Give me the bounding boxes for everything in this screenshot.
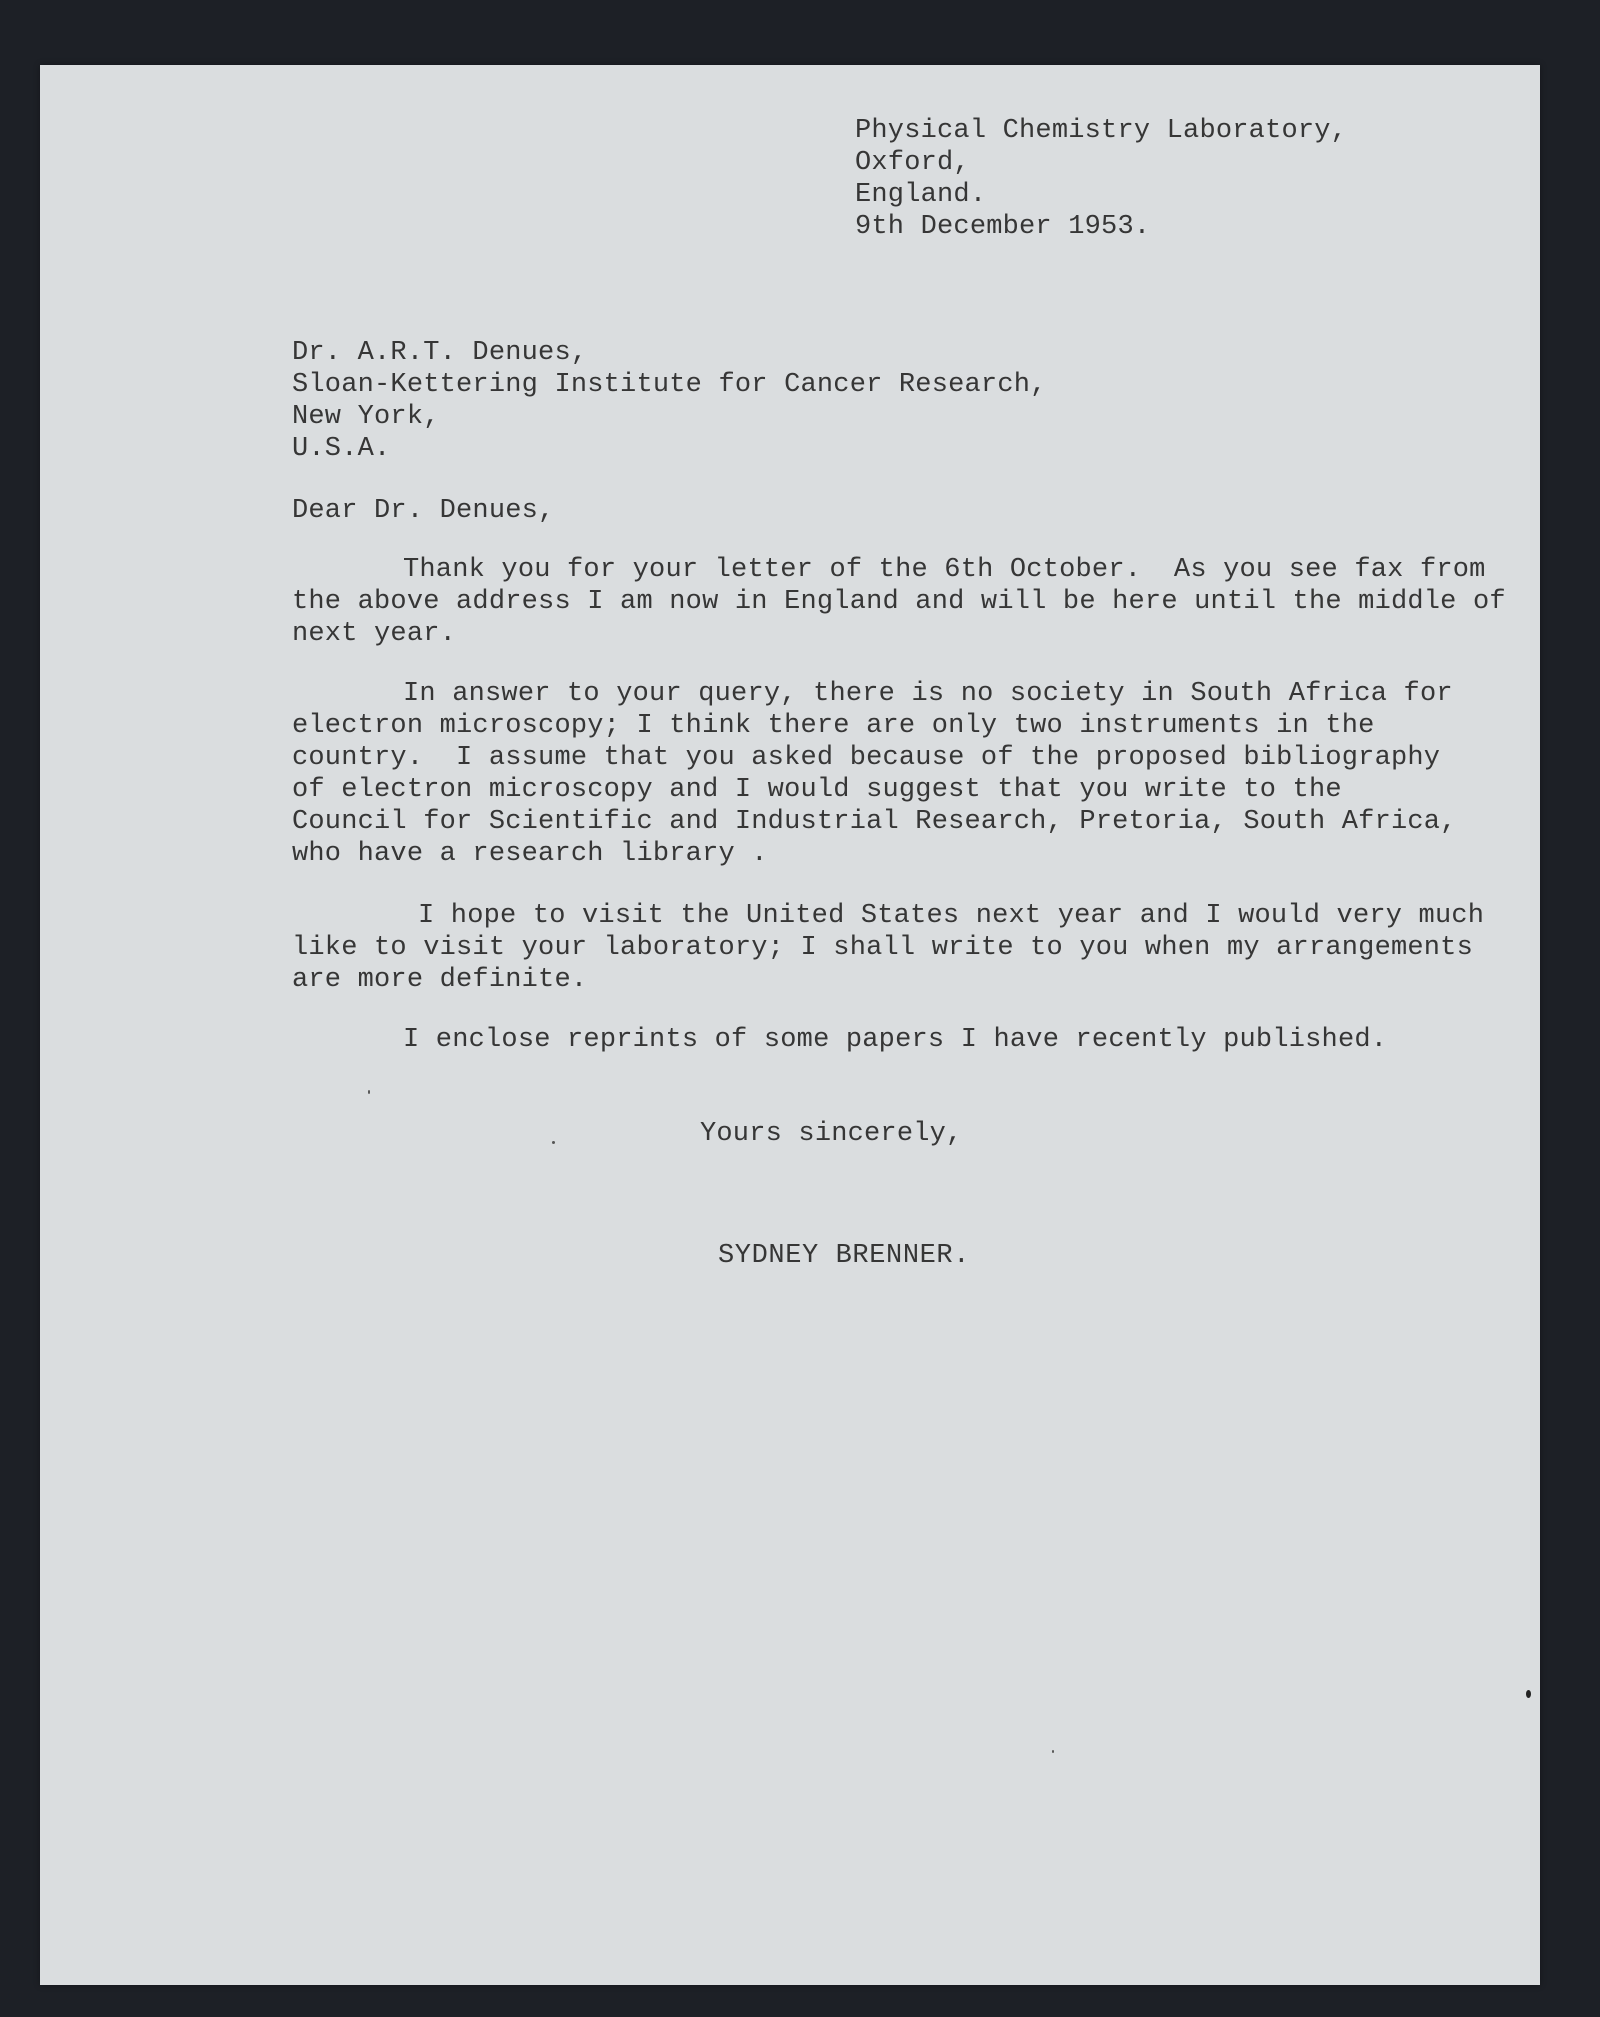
salutation: Dear Dr. Denues, xyxy=(292,496,555,526)
letter-date: 9th December 1953. xyxy=(855,212,1151,242)
sender-address-line: Physical Chemistry Laboratory, xyxy=(855,116,1348,146)
recipient-address-line: New York, xyxy=(292,402,440,432)
closing: Yours sincerely, xyxy=(700,1119,963,1149)
paper-speck xyxy=(1526,1690,1531,1698)
body-line: who have a research library . xyxy=(292,839,768,869)
body-line: electron microscopy; I think there are only two instruments in the xyxy=(292,711,1375,741)
recipient-address-line: Sloan-Kettering Institute for Cancer Research, xyxy=(292,370,1047,400)
body-line: next year. xyxy=(292,619,457,649)
paper-speck xyxy=(1052,1750,1054,1753)
body-line: I hope to visit the United States next year and I would very much xyxy=(418,901,1485,931)
signature: SYDNEY BRENNER. xyxy=(718,1241,971,1271)
body-line: country. I assume that you asked because of the proposed bibliography xyxy=(292,743,1441,773)
paper-speck xyxy=(552,1141,555,1144)
recipient-address-line: Dr. A.R.T. Denues, xyxy=(292,338,588,368)
body-line: are more definite. xyxy=(292,965,588,995)
body-line: of electron microscopy and I would suggest that you write to the xyxy=(292,775,1342,805)
recipient-address-line: U.S.A. xyxy=(292,434,391,464)
body-line: Council for Scientific and Industrial Research, Pretoria, South Africa, xyxy=(292,807,1457,837)
sender-address-line: Oxford, xyxy=(855,148,970,178)
body-line: In answer to your query, there is no society in South Africa for xyxy=(403,679,1453,709)
sender-address-line: England. xyxy=(855,180,987,210)
body-line: the above address I am now in England and will be here until the middle of xyxy=(292,587,1506,617)
body-line: I enclose reprints of some papers I have recently published. xyxy=(403,1025,1388,1055)
body-line: Thank you for your letter of the 6th October. As you see fax from xyxy=(403,555,1486,585)
paper-speck xyxy=(368,1090,370,1094)
letter-page xyxy=(40,65,1540,1985)
body-line: like to visit your laboratory; I shall write to you when my arrangements xyxy=(292,933,1473,963)
